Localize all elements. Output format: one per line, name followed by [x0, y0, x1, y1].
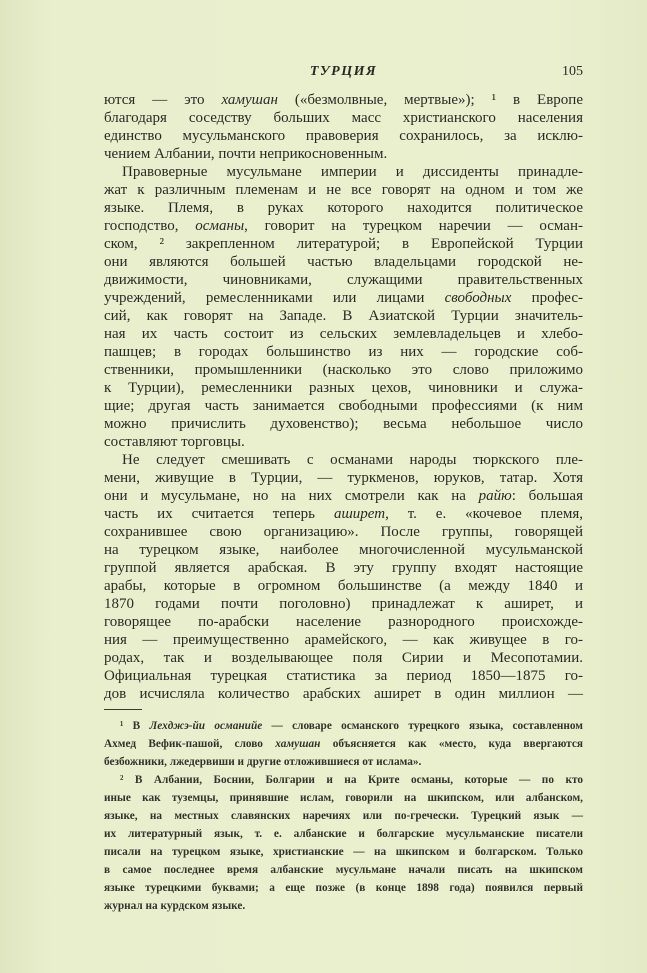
text-line	[104, 289, 583, 307]
text-line	[104, 307, 583, 325]
text-run: писали на турецком языке, христианские — на шкипском и болгарском. Только	[104, 846, 583, 858]
text-run: , т. е. «кочевое племя,	[385, 506, 583, 522]
text-run: ния — преимущественно арамейского, — как живущее в го-	[104, 632, 583, 648]
text-run: Официальная турецкая статистика за период 1850—1875 го-	[104, 668, 583, 684]
text-run: иные как туземцы, принявшие ислам, говорили на шкипском, или албанском,	[104, 792, 583, 804]
text-line	[104, 163, 583, 181]
text-run: языке, на местных славянских наречиях или по-гречески. Турецкий язык —	[104, 810, 583, 822]
text-run: можно причислить духовенство); весьма небольшое число	[104, 416, 583, 432]
text-run: Не следует смешивать с османами народы тюркского пле-	[122, 452, 583, 468]
text-run: они являются большей частью владельцами городской не-	[104, 254, 583, 270]
text-run: объясняется как «место, куда ввергаются	[320, 738, 583, 750]
text-run: родах, так и возделывающее поля Сирии и Месопотамии.	[104, 650, 583, 666]
text-run: чением Албании, почти неприкосновенным.	[104, 146, 388, 162]
footnote-line	[104, 719, 583, 737]
text-line	[104, 343, 583, 361]
text-run: профес-	[511, 290, 583, 306]
footnote-line	[104, 791, 583, 809]
footnote-line	[104, 827, 583, 845]
text-line	[104, 109, 583, 127]
text-line	[104, 523, 583, 541]
text-line	[104, 415, 583, 433]
italic-term: райю	[478, 488, 512, 504]
text-run: ются — это	[104, 92, 222, 108]
footnote-line	[104, 773, 583, 791]
text-line	[104, 649, 583, 667]
text-run: на турецком языке, наиболее многочисленной мусульманской	[104, 542, 583, 558]
text-line	[104, 217, 583, 235]
italic-term: аширет	[333, 506, 386, 522]
text-line	[104, 91, 583, 109]
text-run: ском, ² закрепленном литературой; в Европейской Турции	[104, 236, 583, 252]
italic-term: османы	[195, 218, 245, 234]
text-line	[104, 613, 583, 631]
text-run: единство мусульманского правоверия сохранилось, за исклю-	[104, 128, 583, 144]
text-line	[104, 487, 583, 505]
text-run: ¹ В	[120, 720, 150, 732]
body-text	[104, 91, 583, 703]
text-run: пашцев; в городах большинство из них — городские соб-	[104, 344, 583, 360]
text-run: , говорит на турецком наречии — осман-	[244, 218, 583, 234]
text-run: составляют торговцы.	[104, 434, 245, 450]
text-run: 1870 годами почти поголовно) принадлежат к аширет, и	[104, 596, 583, 612]
text-run: часть их считается теперь	[104, 506, 334, 522]
text-run: Ахмед Вефик-пашой, слово	[104, 738, 276, 750]
text-run: арабы, которые в огромном большинстве (а между 1840 и	[104, 578, 583, 594]
text-line	[104, 397, 583, 415]
text-line	[104, 469, 583, 487]
footnote-line	[104, 737, 583, 755]
text-run: их литературный язык, т. е. албанские и болгарские мусульманские писатели	[104, 828, 583, 840]
text-run: мени, живущие в Турции, — туркменов, юруков, татар. Хотя	[104, 470, 583, 486]
footnote-line	[104, 863, 583, 881]
text-run: Правоверные мусульмане империи и диссиденты принадле-	[122, 164, 583, 180]
text-line	[104, 685, 583, 703]
italic-term: хамушан	[221, 92, 278, 108]
text-line	[104, 505, 583, 523]
chapter-title: ТУРЦИЯ	[309, 64, 378, 79]
text-line	[104, 667, 583, 685]
text-line	[104, 595, 583, 613]
text-line	[104, 559, 583, 577]
text-run: журнал на курдском языке.	[104, 900, 246, 912]
text-run: («безмолвные, мертвые»); ¹ в Европе	[277, 92, 583, 108]
page-number: 105	[562, 64, 583, 79]
footnote-divider	[104, 709, 142, 710]
text-run: языке. Племя, в руках которого находится политическое	[104, 200, 583, 216]
footnote-line	[104, 881, 583, 899]
text-line	[104, 181, 583, 199]
text-line	[104, 379, 583, 397]
text-run: жат к различным племенам и не все говорят на одном и том же	[104, 182, 583, 198]
footnote-line	[104, 755, 583, 773]
text-run: дов исчисляла количество арабских аширет в один миллион —	[104, 686, 583, 702]
footnote-line	[104, 809, 583, 827]
text-run: — словаре османского турецкого языка, составленном	[262, 720, 583, 732]
text-run: ² В Албании, Боснии, Болгарии и на Крите османы, которые — по кто	[120, 774, 583, 786]
text-run: языке турецкими буквами; а еще позже (в конце 1898 года) появился первый	[104, 882, 583, 894]
text-line	[104, 541, 583, 559]
text-line	[104, 253, 583, 271]
text-line	[104, 325, 583, 343]
italic-term: хамушан	[275, 738, 321, 750]
text-line	[104, 361, 583, 379]
italic-term: Лехджэ-йи османийе	[149, 720, 263, 732]
text-line	[104, 577, 583, 595]
text-run: господство,	[104, 218, 196, 234]
italic-term: свободных	[444, 290, 512, 306]
footnote-line	[104, 845, 583, 863]
text-run: благодаря соседству больших масс христианского населения	[104, 110, 583, 126]
text-run: сохранившее свою организацию». После группы, говорящей	[104, 524, 583, 540]
text-run: : большая	[511, 488, 583, 504]
text-run: в самое последнее время албанские мусульмане начали писать на шкипском	[104, 864, 583, 876]
text-line	[104, 127, 583, 145]
footnotes	[104, 719, 583, 917]
running-header	[104, 64, 583, 84]
text-line	[104, 631, 583, 649]
text-line	[104, 433, 583, 451]
text-line	[104, 199, 583, 217]
text-run: говорящее по-арабски население разнородного происхожде-	[104, 614, 583, 630]
text-line	[104, 235, 583, 253]
text-run: безбожники, лжедервиши и другие отложившиеся от ислама».	[104, 756, 422, 768]
text-run: они и мусульмане, но на них смотрели как на	[104, 488, 479, 504]
footnote-line	[104, 899, 583, 917]
text-run: ная их часть состоит из сельских землевладельцев и хлебо-	[104, 326, 583, 342]
text-run: сий, как говорят на Западе. В Азиатской Турции значитель-	[104, 308, 583, 324]
text-line	[104, 451, 583, 469]
text-run: к Турции), ремесленники разных цехов, чиновники и служа-	[104, 380, 583, 396]
text-run: щие; другая часть занимается свободными профессиями (к ним	[104, 398, 583, 414]
text-run: движимости, чиновниками, служащими правительственных	[104, 272, 583, 288]
text-run: группой является арабская. В эту группу входят настоящие	[104, 560, 583, 576]
text-run: учреждений, ремесленниками или лицами	[104, 290, 445, 306]
text-line	[104, 145, 583, 163]
text-run: ственники, промышленники (насколько это слово приложимо	[104, 362, 583, 378]
text-line	[104, 271, 583, 289]
